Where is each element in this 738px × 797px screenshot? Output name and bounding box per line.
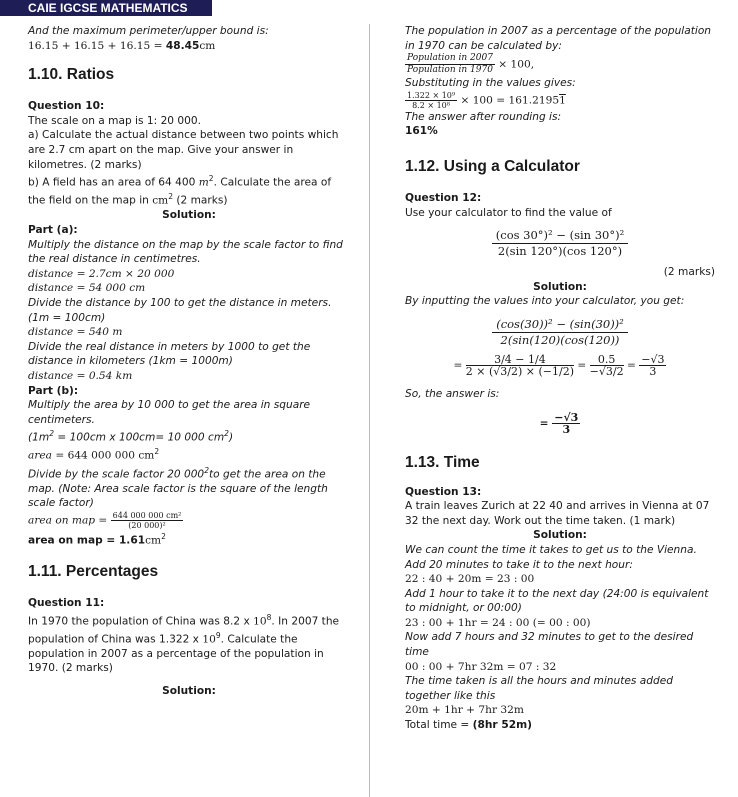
section-calculator-title: 1.12. Using a Calculator: [405, 157, 580, 175]
q11-fraction-formula: $\frac{\text{Population in 2007}}{\text{Population in 1970}}$ × 100,: [407, 53, 535, 76]
page-header-banner: [0, 0, 212, 16]
solution-heading-2: Solution:: [162, 685, 216, 698]
part-b-step-1: Multiply the area by 10 000 to get the area in square centimeters.: [28, 399, 311, 426]
intro-text: And the maximum perimeter/upper bound is:: [28, 25, 269, 37]
q13-step-2: Add 1 hour to take it to the next day (24:00 is equivalent to midnight, or 00:00): [405, 587, 709, 615]
part-b-equation-1: area = 644 000 000 $cm^2$: [28, 447, 160, 462]
solution-heading-4: Solution:: [533, 529, 587, 542]
q11-solution-step-2: Substituting in the values gives:: [405, 77, 576, 90]
solution-heading-3: Solution:: [533, 280, 587, 293]
q11-answer: 161%: [405, 125, 438, 138]
part-b-step-2: Divide by the scale factor 20 $000^2to$ get the area on the map. (Note: Area scale factor is the square of the length scale factor): [28, 465, 328, 510]
q12-solution-step-2: So, the answer is:: [405, 387, 500, 400]
section-percentages-title: 1.11. Percentages: [28, 563, 159, 580]
part-a-equation-3: distance = 540 m: [28, 326, 123, 339]
part-b-note: ($1m^2 = 100cm$ x 100cm= 10 000 $cm^2$): [28, 429, 234, 444]
part-a-step-3: Divide the real distance in meters by 1000 to get the distance in kilometers (1km = 1000m): [28, 340, 311, 368]
question-11-text: In 1970 the population of China was 8.2 x $10^8$. In 2007 the population of China was 1.322 x $10^9$. Calculate the population in 2007 as a percentage of the population in 1970. (2 marks): [28, 612, 340, 675]
q12-solution-step-1: By inputting the values into your calculator, you get:: [405, 295, 685, 308]
section-time-title: 1.13. Time: [405, 453, 480, 471]
q13-equation-1: 22 : 40 + 20m = 23 : 00: [405, 573, 535, 586]
column-divider: [369, 24, 370, 797]
header-title: CAIE IGCSE MATHEMATICS: [28, 1, 188, 15]
q11-solution-step-1: The population in 2007 as a percentage of the population in 1970 can be calculated by:: [405, 25, 712, 52]
solution-heading: Solution:: [162, 209, 216, 222]
question-12-text: Use your calculator to find the value of: [405, 206, 612, 219]
part-a-equation-1: distance = 2.7cm × 20 000: [28, 267, 175, 280]
q13-step-1: We can count the time it takes to get us to the Vienna. Add 20 minutes to take it to the next hour:: [405, 543, 697, 571]
question-10-title: Question 10:: [28, 100, 105, 113]
q12-simplification: = $\frac{3/4 - 1/4}{2 \times (√3/2) \times (-1/2)}$ = $\frac{0.5}{-√3/2}$ = $\frac{-√3}{3}$: [453, 352, 665, 378]
q13-equation-4: 20m + 1hr + 7hr 32m: [405, 704, 524, 717]
question-11-title: Question 11:: [28, 597, 105, 609]
question-12-title: Question 12:: [405, 191, 482, 204]
part-a-step-1: Multiply the distance on the map by the scale factor to find the real distance in centimetres.: [28, 238, 343, 266]
section-ratios-title: 1.10. Ratios: [28, 66, 115, 84]
part-b-heading: Part (b):: [28, 384, 79, 397]
part-a-equation-2: distance = 54 000 cm: [28, 282, 146, 295]
q11-solution-step-3: The answer after rounding is:: [405, 110, 562, 123]
q11-substitution: $\frac{\text{1.322 × 10⁹}}{\text{8.2 × 10⁸}}$ × 100 = 161.21951: [407, 90, 566, 110]
question-10-part-a: a) Calculate the actual distance between two points which are 2.7 cm apart on the map. Give your answer in kilometres. (2 marks): [28, 129, 339, 171]
q13-step-4: The time taken is all the hours and minutes added together like this: [405, 675, 673, 702]
q13-step-3: Now add 7 hours and 32 minutes to get to the desired time: [405, 631, 694, 659]
q13-equation-2: 23 : 00 + 1hr = 24 : 00 (= 00 : 00): [405, 616, 591, 629]
intro-equation: 16.15 + 16.15 + 16.15 = 48.45cm: [28, 39, 216, 52]
question-10-part-b: b) A field has an area of 64 400 $m^2$. Calculate the area of the field on the map in $cm^2$ (2 marks): [28, 174, 332, 207]
question-13-title: Question 13:: [405, 485, 482, 498]
left-column: [28, 24, 350, 699]
q12-answer: = $\frac{-√3}{3}$: [539, 410, 579, 436]
question-13-text: A train leaves Zurich at 22 40 and arrives in Vienna at 07 32 the next day. Work out the time taken. (1 mark): [405, 500, 710, 527]
right-column: [405, 24, 715, 733]
part-a-equation-4: distance = 0.54 km: [28, 369, 133, 382]
question-12-expression: $\frac{\text{(cos 30°)² − (sin 30°)²}}{2(\sin 120^\circ)(\cos 120^\circ)}$: [405, 228, 715, 259]
q13-total-time: Total time = (8hr 52m): [405, 719, 532, 732]
question-10-scale: The scale on a map is 1: 20 000.: [28, 114, 202, 127]
q13-equation-3: 00 : 00 + 7hr 32m = 07 : 32: [405, 660, 557, 673]
part-a-heading: Part (a):: [28, 224, 78, 236]
question-12-marks: (2 marks): [663, 266, 715, 279]
q12-input-expression: $\frac{\text{(cos(30))² − (sin(30))²}}{2(\sin(120)(\cos(120))}$: [405, 317, 715, 348]
area-fraction: $\frac{\text{644 000 000 cm²}}{\text{(20 000)²}}$: [112, 510, 182, 530]
part-b-equation-3: area on map = $1.61cm^2$: [28, 531, 166, 547]
part-a-step-2: Divide the distance by 100 to get the distance in meters. (1m = 100cm): [28, 296, 332, 324]
part-b-equation-2: area on map = $\frac{\text{644 000 000 cm²}}{\text{(20 000)²}}$: [28, 510, 182, 530]
